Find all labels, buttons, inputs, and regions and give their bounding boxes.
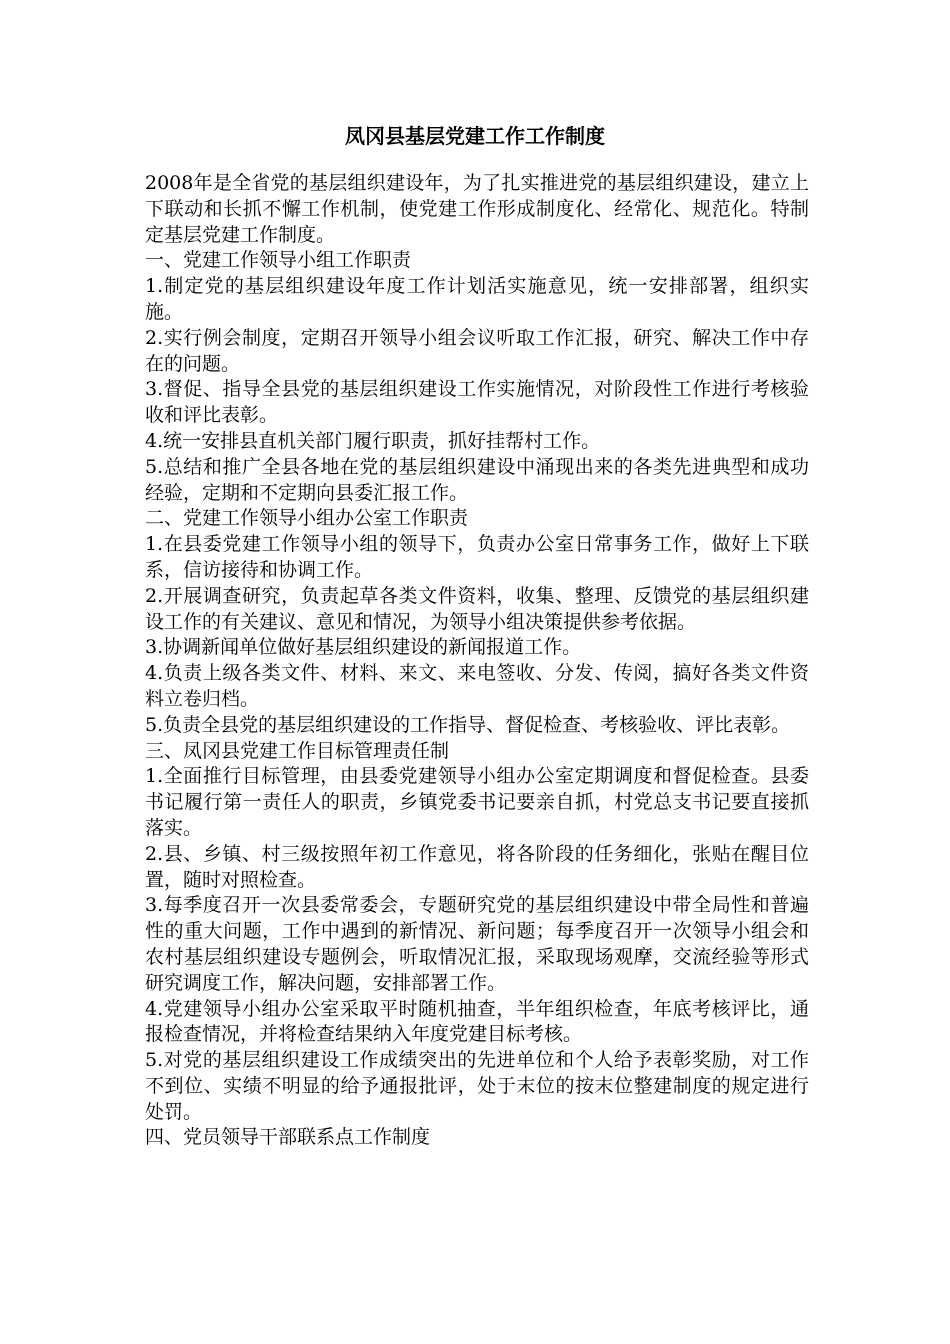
document-body xyxy=(145,171,809,1151)
list-item: 1.制定党的基层组织建设年度工作计划活实施意见，统一安排部署，组织实施。 xyxy=(145,275,809,323)
list-item: 4.负责上级各类文件、材料、来文、来电签收、分发、传阅，搞好各类文件资料立卷归档。 xyxy=(145,662,809,710)
list-item: 4.统一安排县直机关部门履行职责，抓好挂帮村工作。 xyxy=(145,429,601,452)
intro-paragraph: 2008年是全省党的基层组织建设年，为了扎实推进党的基层组织建设，建立上下联动和长抓不懈工作机制，使党建工作形成制度化、经常化、规范化。特制定基层党建工作制度。 xyxy=(145,172,809,246)
section-heading-3: 三、凤冈县党建工作目标管理责任制 xyxy=(145,739,450,762)
section-heading-4: 四、党员领导干部联系点工作制度 xyxy=(145,1126,431,1149)
list-item: 5.对党的基层组织建设工作成绩突出的先进单位和个人给予表彰奖励，对工作不到位、实绩不明显的给予通报批评，处于末位的按末位整建制度的规定进行处罚。 xyxy=(145,1049,809,1123)
list-item: 3.每季度召开一次县委常委会，专题研究党的基层组织建设中带全局性和普遍性的重大问题，工作中遇到的新情况、新问题；每季度召开一次领导小组会和农村基层组织建设专题例会，听取情况汇报，采取现场观摩，交流经验等形式研究调度工作，解决问题，安排部署工作。 xyxy=(145,894,809,994)
list-item: 5.总结和推广全县各地在党的基层组织建设中涌现出来的各类先进典型和成功经验，定期和不定期向县委汇报工作。 xyxy=(145,455,809,504)
list-item: 2.开展调查研究，负责起草各类文件资料，收集、整理、反馈党的基层组织建设工作的有关建议、意见和情况，为领导小组决策提供参考依据。 xyxy=(145,584,809,633)
document-title: 凤冈县基层党建工作工作制度 xyxy=(345,124,605,148)
list-item: 5.负责全县党的基层组织建设的工作指导、督促检查、考核验收、评比表彰。 xyxy=(145,713,791,736)
list-item: 3.协调新闻单位做好基层组织建设的新闻报道工作。 xyxy=(145,636,582,659)
section-heading-1: 一、党建工作领导小组工作职责 xyxy=(145,249,412,272)
list-item: 1.全面推行目标管理，由县委党建领导小组办公室定期调度和督促检查。县委书记履行第一责任人的职责，乡镇党委书记要亲自抓，村党总支书记要直接抓落实。 xyxy=(145,765,809,839)
list-item: 1.在县委党建工作领导小组的领导下，负责办公室日常事务工作，做好上下联系，信访接待和协调工作。 xyxy=(145,533,809,581)
list-item: 3.督促、指导全县党的基层组织建设工作实施情况，对阶段性工作进行考核验收和评比表彰。 xyxy=(145,378,809,427)
section-heading-2: 二、党建工作领导小组办公室工作职责 xyxy=(145,507,469,530)
list-item: 2.实行例会制度，定期召开领导小组会议听取工作汇报，研究、解决工作中存在的问题。 xyxy=(145,326,809,375)
list-item: 2.县、乡镇、村三级按照年初工作意见，将各阶段的任务细化，张贴在醒目位置，随时对照检查。 xyxy=(145,842,809,891)
list-item: 4.党建领导小组办公室采取平时随机抽查，半年组织检查，年底考核评比，通报检查情况，并将检查结果纳入年度党建目标考核。 xyxy=(145,997,809,1046)
